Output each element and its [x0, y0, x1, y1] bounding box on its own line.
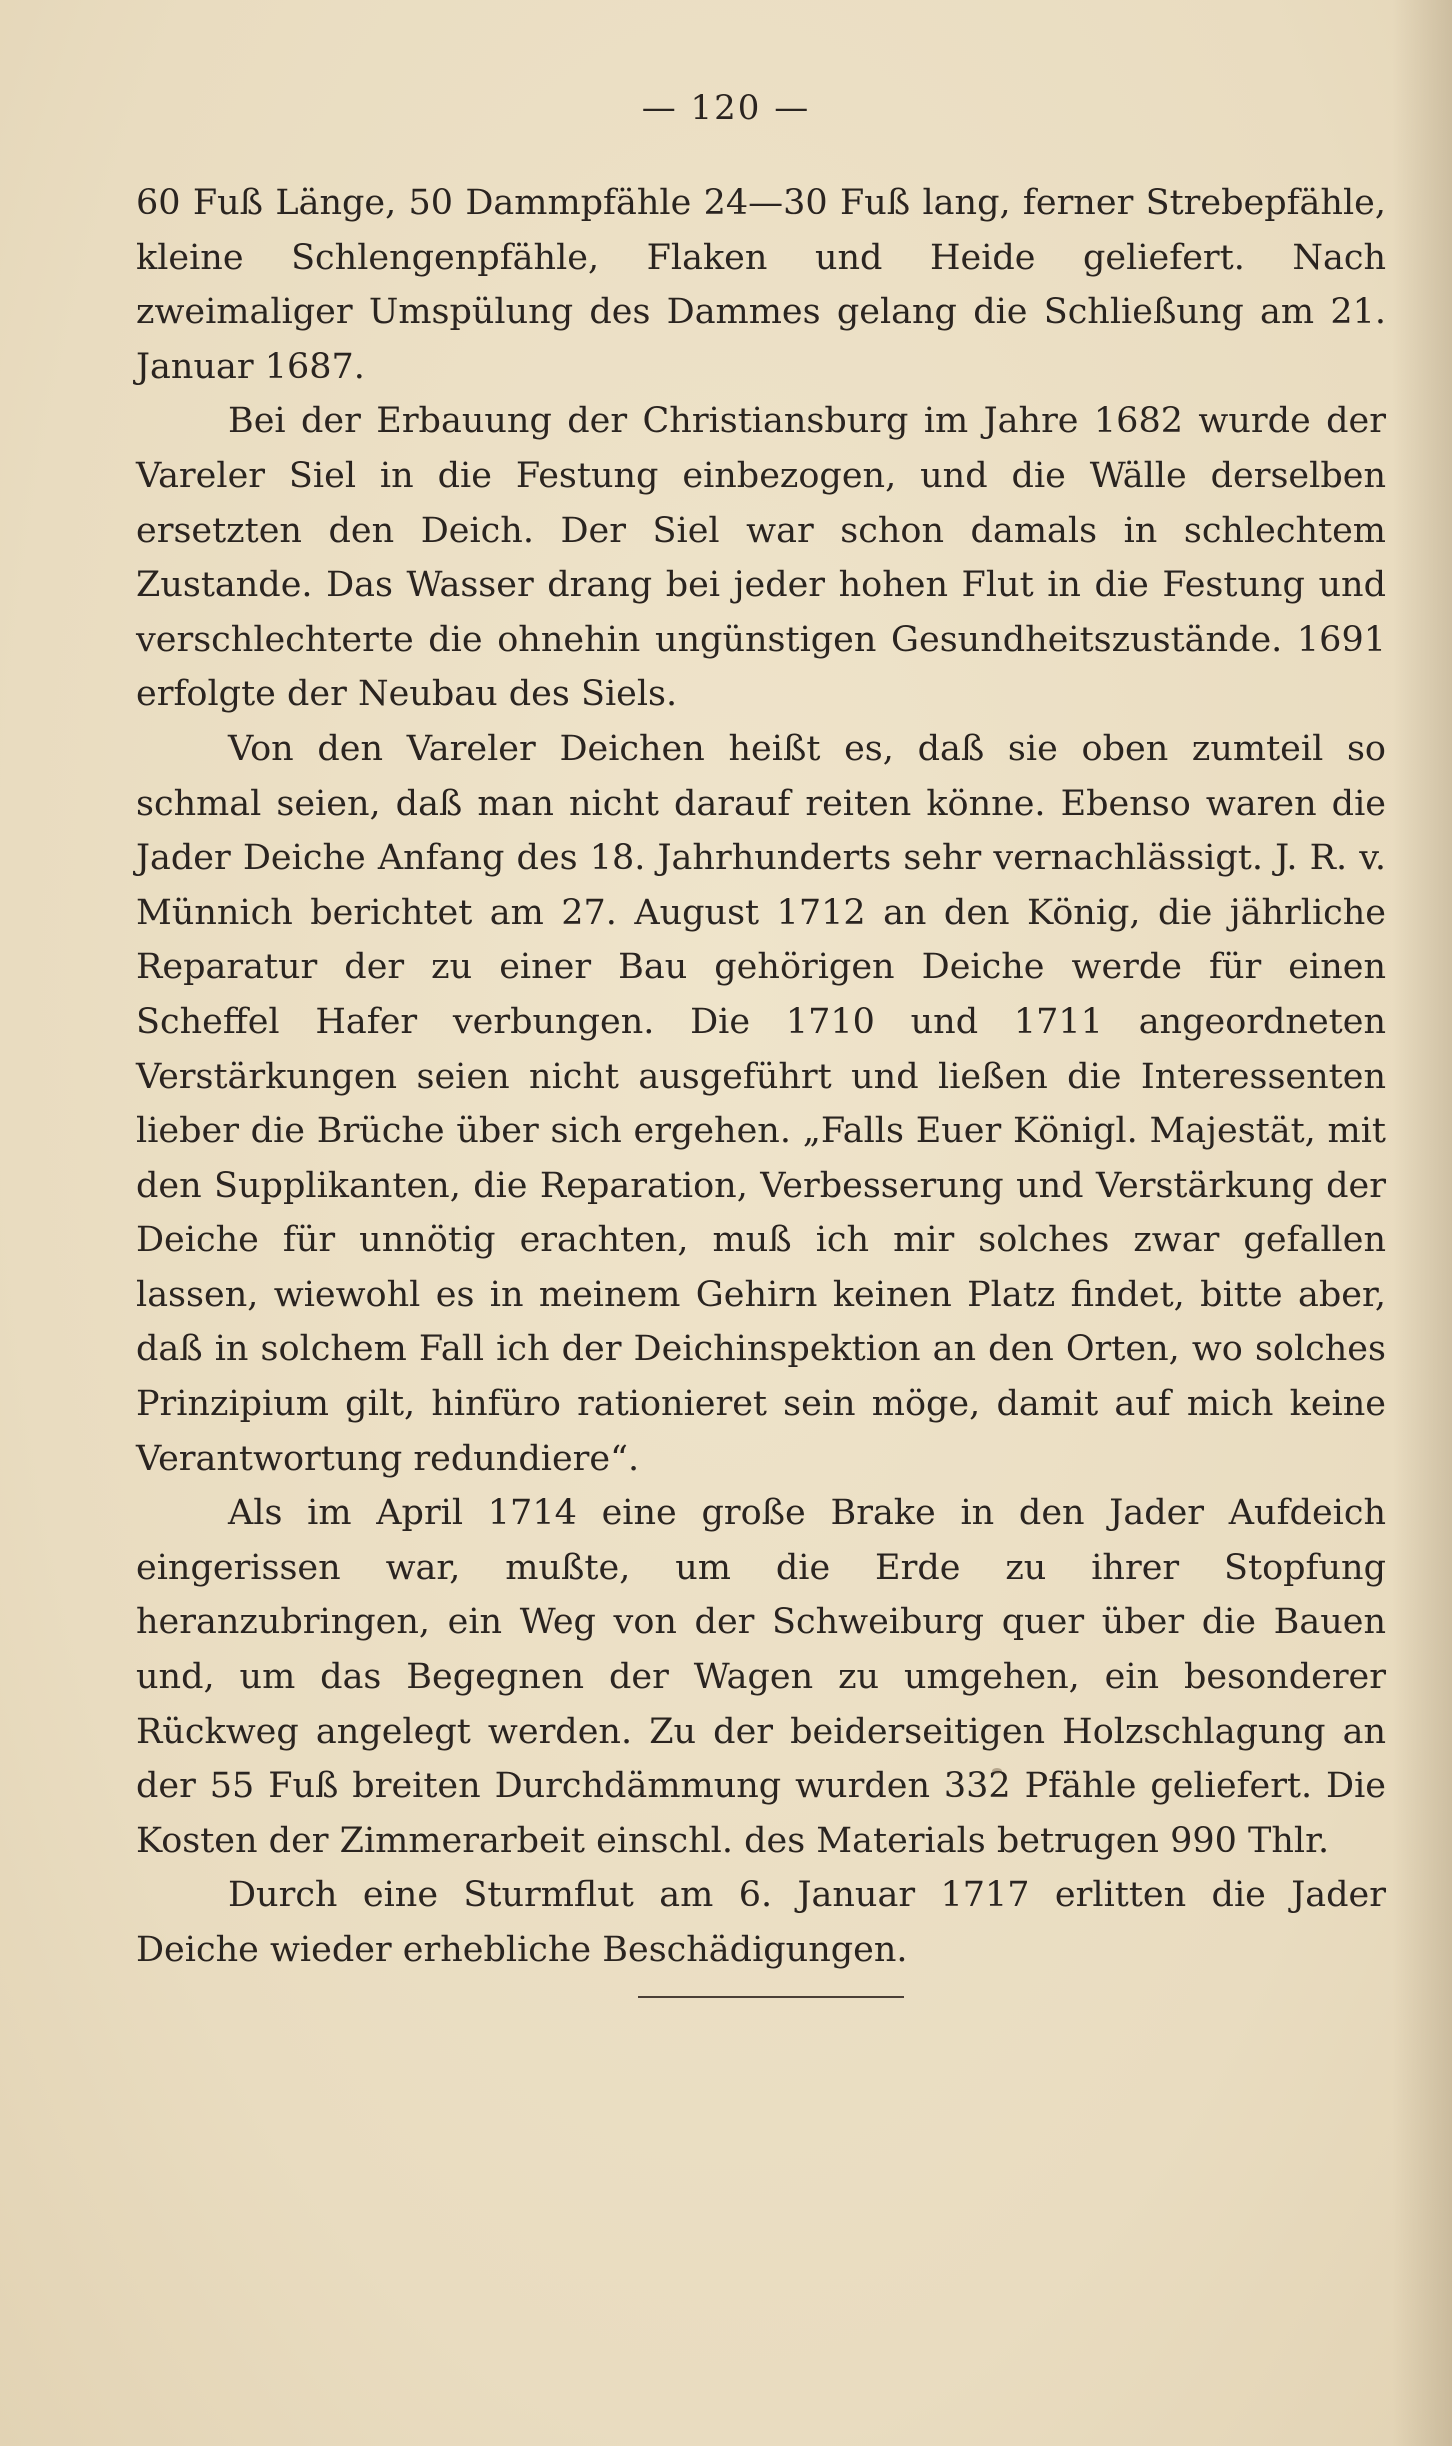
paragraph-2: Bei der Erbauung der Christiansburg im Jahre 1682 wurde der Vareler Siel in die Festung einbezogen, und die Wälle derselben ersetzten den Deich. Der Siel war schon damals in schlechtem Zustande. Das Wasser drang bei jeder hohen Flut in die Festung und verschlechterte die ohnehin ungünstigen Gesundheitszustände. 1691 erfolgte der Neubau des Siels. — [136, 401, 1386, 715]
paper-speck — [992, 1768, 1002, 1774]
paragraph-5: Durch eine Sturmflut am 6. Januar 1717 erlitten die Jader Deiche wieder erhebliche Beschädigungen. — [136, 1875, 1386, 1970]
end-rule — [638, 1996, 904, 1998]
paragraph-4: Als im April 1714 eine große Brake in den Jader Aufdeich eingerissen war, mußte, um die Erde zu ihrer Stopfung heranzubringen, ein Weg von der Schweiburg quer über die Bauen und, um das Begegnen der Wagen zu umgehen, ein besonderer Rückweg angelegt werden. Zu der beiderseitigen Holzschlagung an der 55 Fuß breiten Durchdämmung wurden 332 Pfähle geliefert. Die Kosten der Zimmerarbeit einschl. des Materials betrugen 990 Thlr. — [136, 1493, 1386, 1861]
page-edge-shadow — [1392, 0, 1452, 2446]
page-number: — 120 — — [641, 88, 811, 128]
body-text — [136, 176, 1386, 1978]
paragraph-3: Von den Vareler Deichen heißt es, daß sie oben zumteil so schmal seien, daß man nicht darauf reiten könne. Ebenso waren die Jader Deiche Anfang des 18. Jahrhunderts sehr vernachlässigt. J. R. v. Münnich berichtet am 27. August 1712 an den König, die jährliche Reparatur der zu einer Bau gehörigen Deiche werde für einen Scheffel Hafer verbungen. Die 1710 und 1711 angeordneten Verstärkungen seien nicht ausgeführt und ließen die Interessenten lieber die Brüche über sich ergehen. „Falls Euer Königl. Majestät, mit den Supplikanten, die Reparation, Verbesserung und Verstärkung der Deiche für unnötig erachten, muß ich mir solches zwar gefallen lassen, wiewohl es in meinem Gehirn keinen Platz findet, bitte aber, daß in solchem Fall ich der Deichinspektion an den Orten, wo solches Prinzipium gilt, hinfüro rationieret sein möge, damit auf mich keine Verantwortung redundiere“. — [136, 728, 1386, 1479]
paragraph-1: 60 Fuß Länge, 50 Dammpfähle 24—30 Fuß lang, ferner Strebepfähle, kleine Schlengenpfähle, Flaken und Heide geliefert. Nach zweimaliger Umspülung des Dammes gelang die Schließung am 21. Januar 1687. — [136, 183, 1386, 387]
